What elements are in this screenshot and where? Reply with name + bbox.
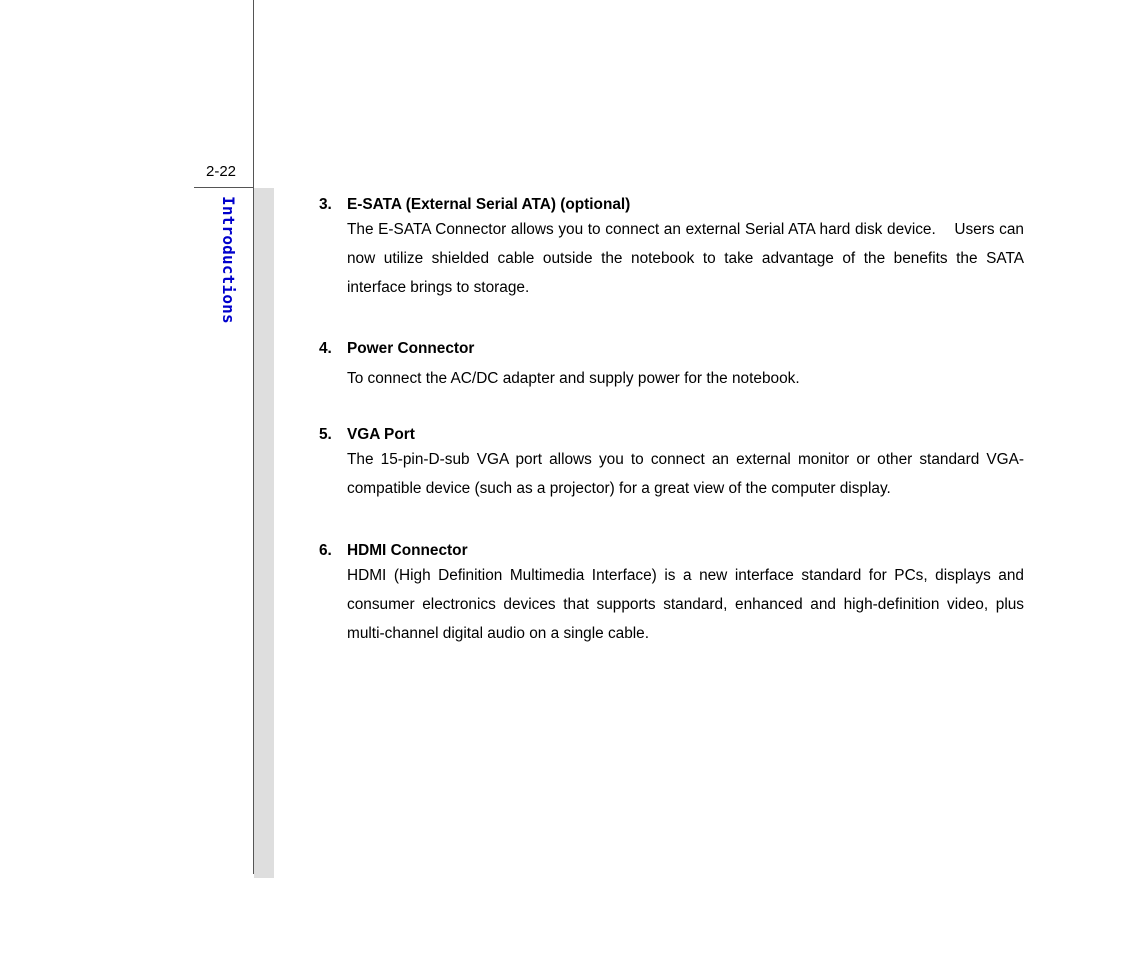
item-title: Power Connector [347, 340, 475, 357]
item-title: HDMI Connector [347, 542, 468, 559]
item-heading [319, 339, 1024, 359]
item-heading [319, 195, 1024, 215]
section-side-title: Introductions [219, 196, 238, 324]
page-number: 2-22 [206, 163, 237, 180]
item-heading [319, 541, 1024, 561]
item-title: VGA Port [347, 426, 415, 443]
item-number: 4. [319, 340, 332, 357]
item-number: 5. [319, 426, 332, 443]
list-item-hdmi-connector [319, 541, 1024, 648]
side-gray-band [254, 188, 274, 878]
item-heading [319, 425, 1024, 445]
item-description: HDMI (High Definition Multimedia Interface) is a new interface standard for PCs, displays and consumer electronics devices that supports standard, enhanced and high-definition video, plus multi-channel digital audio on a single cable. [347, 567, 1024, 642]
item-description: The 15-pin-D-sub VGA port allows you to connect an external monitor or other standard VGA-compatible device (such as a projector) for a great view of the computer display. [347, 451, 1024, 497]
item-number: 6. [319, 542, 332, 559]
item-title: E-SATA (External Serial ATA) (optional) [347, 196, 631, 213]
list-item-esata [319, 195, 1024, 302]
page-number-rule [194, 187, 254, 188]
item-description: To connect the AC/DC adapter and supply power for the notebook. [347, 370, 800, 387]
item-description: The E-SATA Connector allows you to connect an external Serial ATA hard disk device. Users can now utilize shielded cable outside the notebook to take advantage of the benefits the SATA interface brings to storage. [347, 221, 1024, 296]
item-number: 3. [319, 196, 332, 213]
list-item-vga-port [319, 425, 1024, 503]
list-item-power-connector [319, 339, 1024, 393]
